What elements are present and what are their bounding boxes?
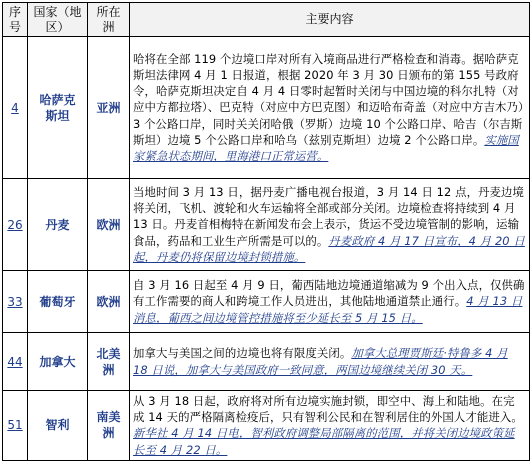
row-content-text: 哈将在全部 119 个边境口岸对所有入境商品进行严格检查和消毒。据哈萨克斯坦法律网 4 月 1 日报道，根据 2020 年 3 月 30 日颁布的第 155 号政府令，哈萨克斯坦决定自 4 月 4 日零时起暂时关闭与中国边境的科尔扎特（对应中方都拉塔）、巴克特（对应中方巴克图）和迈哈布奇盖（对应中方吉木乃）3 个公路口岸，同时关关闭哈俄（罗斯）边境 10 个公路口岸、哈吉（尔吉斯斯坦）边境 5 个公路口岸和哈乌（兹别克斯坦）边境 2 个公路口岸。 — [133, 51, 524, 147]
table-row — [3, 391, 530, 461]
row-content-highlight: 新华社 4 月 14 日电，智利政府调整局部隔离的范围，并将关闭边境政策延长至 4 月 22 日。 — [133, 426, 515, 457]
row-no: 44 — [3, 333, 28, 391]
header-continent: 所在 洲 — [88, 3, 130, 37]
row-continent: 南美 洲 — [88, 391, 130, 461]
row-no: 4 — [3, 37, 28, 179]
row-content-text: 加拿大与美国之间的边境也将有限度关闭。 — [133, 346, 352, 361]
row-continent: 亚洲 — [88, 37, 130, 179]
row-content — [130, 271, 530, 333]
row-content-text: 自 3 月 16 日起至 4 月 9 日，葡西陆地边境通道缩减为 9 个出入点，仅供确有工作需要的商人和跨境工作人员进出，其他陆地通道禁止通行。 — [133, 278, 525, 309]
row-continent: 北美 洲 — [88, 333, 130, 391]
table-row — [3, 179, 530, 271]
row-no: 51 — [3, 391, 28, 461]
header-no: 序 号 — [3, 3, 28, 37]
header-content: 主要内容 — [130, 3, 530, 37]
row-content-text: 当地时间 3 月 13 日，据丹麦广播电视台报道，3 月 14 日 12 点，丹麦边境将关闭，飞机、渡轮和火车运输将全部或部分关闭。边境检查将持续到 4 月 13 日。丹麦首相梅特在新闻发布会上表示，货运不受边境管制的影响，运输食品，药品和工业生产所需是可以的。 — [133, 184, 525, 248]
row-country: 智利 — [28, 391, 88, 461]
row-continent: 欧洲 — [88, 271, 130, 333]
row-content-text: 从 3 月 18 日起，政府将对所有边境实施封锁，即空中、海上和陆地。在完成 14 天的严格隔离检疫后，只有智利公民和在智利居住的外国人才能进入。 — [133, 394, 523, 425]
table-row — [3, 271, 530, 333]
table-row — [3, 37, 530, 179]
table-header-row — [3, 3, 530, 37]
row-content-highlight: 丹麦政府 4 月 17 日宣布，4 月 20 日起，丹麦仍将保留边境封锁措施。 — [133, 233, 525, 264]
row-country: 哈萨克 斯坦 — [28, 37, 88, 179]
row-country: 葡萄牙 — [28, 271, 88, 333]
row-no: 26 — [3, 179, 28, 271]
row-no: 33 — [3, 271, 28, 333]
header-country: 国家（地 区） — [28, 3, 88, 37]
row-continent: 欧洲 — [88, 179, 130, 271]
row-content-highlight: 4 月 13 日消息，葡西之间边境管控措施将至少延长至 5 月 15 日。 — [133, 294, 523, 325]
row-content — [130, 333, 530, 391]
row-content — [130, 37, 530, 179]
border-policy-table — [2, 2, 530, 461]
row-country: 丹麦 — [28, 179, 88, 271]
row-country: 加拿大 — [28, 333, 88, 391]
table-row — [3, 333, 530, 391]
row-content — [130, 391, 530, 461]
row-content — [130, 179, 530, 271]
row-content-highlight: 实施国家紧急状态期间，里海港口正常运营。 — [133, 132, 519, 163]
row-content-highlight: 加拿大总理贾斯廷·特鲁多 4 月 18 日说，加拿大与美国政府一致同意，两国边境继续关闭 30 天。 — [133, 346, 508, 377]
